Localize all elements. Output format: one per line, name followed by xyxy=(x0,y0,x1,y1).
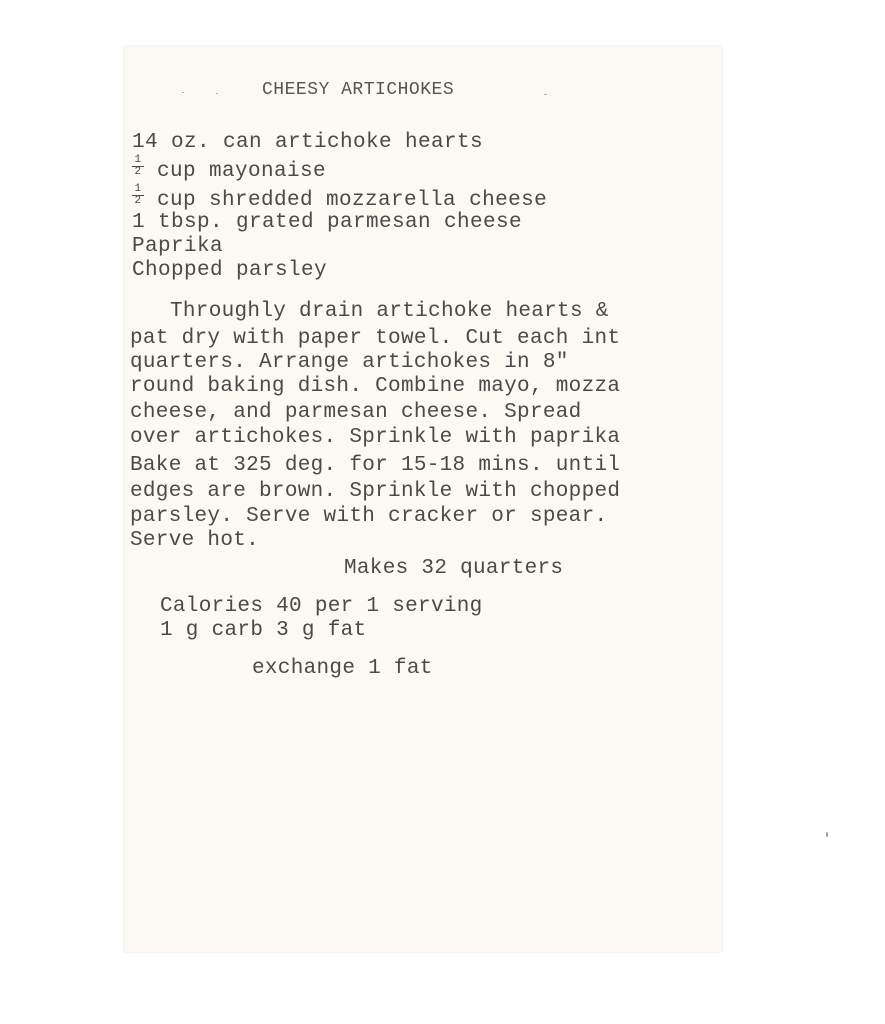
ingredient-text: cup mayonaise xyxy=(157,160,327,183)
direction-line: over artichokes. Sprinkle with paprika xyxy=(130,426,621,449)
nutrition-line: 1 g carb 3 g fat xyxy=(160,619,367,642)
direction-line: Throughly drain artichoke hearts & xyxy=(170,300,609,323)
fraction-half: $\frac{1}{2}$ xyxy=(132,156,144,177)
ingredient-line: 14 oz. can artichoke hearts xyxy=(132,131,484,154)
direction-line: pat dry with paper towel. Cut each int xyxy=(130,327,621,350)
paper-speck xyxy=(216,93,218,94)
recipe-yield: Makes 32 quarters xyxy=(344,557,564,580)
ingredient-line: 1 tbsp. grated parmesan cheese xyxy=(132,211,523,234)
nutrition-line: Calories 40 per 1 serving xyxy=(160,595,483,618)
paper-speck xyxy=(182,92,184,93)
direction-line: cheese, and parmesan cheese. Spread xyxy=(130,401,582,424)
ingredient-line: Paprika xyxy=(132,235,224,258)
recipe-card xyxy=(124,46,722,952)
direction-line: Serve hot. xyxy=(130,529,260,552)
ingredient-text: cup shredded mozzarella cheese xyxy=(157,189,548,212)
direction-line: parsley. Serve with cracker or spear. xyxy=(130,505,608,528)
ingredient-line xyxy=(132,156,326,185)
paper-speck xyxy=(826,832,828,837)
paper-speck xyxy=(544,94,547,95)
exchange-line: exchange 1 fat xyxy=(252,657,433,680)
recipe-title: CHEESY ARTICHOKES xyxy=(262,80,455,100)
direction-line: edges are brown. Sprinkle with chopped xyxy=(130,480,621,503)
direction-line: round baking dish. Combine mayo, mozza xyxy=(130,375,621,398)
direction-line: Bake at 325 deg. for 15-18 mins. until xyxy=(130,454,621,477)
fraction-half: $\frac{1}{2}$ xyxy=(132,185,144,206)
direction-line: quarters. Arrange artichokes in 8" xyxy=(130,351,569,374)
ingredient-line: Chopped parsley xyxy=(132,259,328,282)
